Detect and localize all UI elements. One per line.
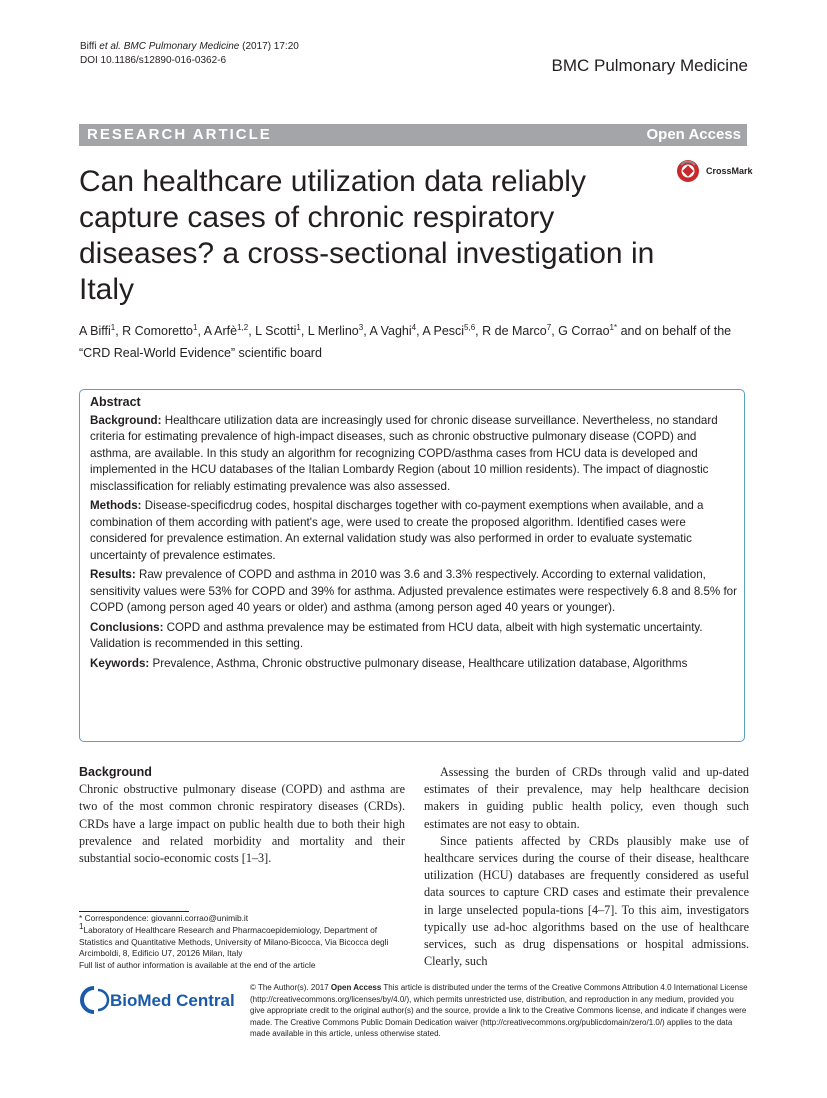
author-name: A Arfè [203, 324, 238, 338]
author-name: A Vaghi [369, 324, 412, 338]
abstract-box [79, 389, 745, 742]
author-list: A Biffi$^1$, R Comoretto$^1$, A Arfè$^{1,2}$, L Scotti$^1$, L Merlino$^3$, A Vaghi$^4$, A Pesci$^{5,6}$, R de Marco$^7$, G Corrao$^{1*}$ and on behalf of the “CRD Real-World Evidence” scientific board [79, 322, 732, 360]
citation-authors: Biffi [80, 41, 97, 52]
crossmark-label[interactable]: CrossMark [706, 166, 753, 176]
license-text [250, 982, 750, 1040]
abstract-section [90, 567, 740, 617]
author-name: A Pesci [422, 324, 465, 338]
license-open-access: Open Access [330, 983, 382, 992]
author-affiliation-sup: 4 [411, 322, 417, 332]
abstract-section-text: Healthcare utilization data are increasingly used for chronic disease surveillance. Nevertheless, no standard criteria for estimating prevalence of high-impact diseases, such as chronic obstructive pulmonary disease (COPD) and asthma, are available. In this study an algorithm for recognizing COPD/asthma cases from HCU data is developed and implemented in the HCU databases of the Italian Lombardy Region (about 10 million residents). The impact of diagnostic misclassification for reliably estimating prevalence was also assessed. [90, 413, 718, 493]
abstract-section-text: Disease-specificdrug codes, hospital discharges together with co-payment exemptions when available, and a combination of them according with patient's age, were used to create the proposed algorithm. Identified cases were considered for prevalence estimation. An external validation study was also performed in order to evaluate systematic uncertainty of prevalence estimates. [90, 499, 704, 562]
logo-text: BioMed Central [110, 991, 235, 1010]
abstract-section-text: Raw prevalence of COPD and asthma in 2010 was 3.6 and 3.3% respectively. According to external validation, sensitivity values were 53% for COPD and 39% for asthma. Adjusted prevalence estimates were respectively 6.8 and 8.5% for COPD (among person aged 40 years or older) and asthma (among person aged 40 years or younger). [90, 568, 737, 614]
footnote-divider [79, 911, 189, 912]
journal-name: BMC Pulmonary Medicine [551, 56, 748, 75]
abstract-section-label: Keywords: [90, 656, 150, 670]
background-heading: Background [79, 765, 152, 779]
biomed-central-logo [80, 985, 240, 1015]
affiliation: Laboratory of Healthcare Research and Pharmacoepidemiology, Department of Statistics and Quantitative Methods, University of Milano-Bicocca, Via Bicocca degli Arcimboldi, 8, Edificio U7, 20126 Milan, Italy [79, 924, 389, 959]
abstract-section [90, 656, 740, 673]
author-name: A Biffi [79, 324, 111, 338]
body-column-left [79, 764, 405, 867]
author-affiliation-sup: 1 [110, 322, 116, 332]
license-body: This article is distributed under the terms of the Creative Commons Attribution 4.0 International License (http://creativecommons.org/licenses/by/4.0/), which permits unrestricted use, distribution, and reproduction in any medium, provided you give appropriate credit to the original author(s) and the source, provide a link to the Creative Commons license, and indicate if changes were made. The Creative Commons Public Domain Dedication waiver (http://creativecommons.org/publicdomain/zero/1.0/) applies to the data made available in this article, unless otherwise stated. [250, 983, 748, 1039]
abstract-section-label: Background: [90, 413, 162, 427]
abstract-section-text: COPD and asthma prevalence may be estimated from HCU data, albeit with high systematic uncertainty. Validation is recommended in this setting. [90, 620, 703, 650]
author-name: G Corrao [558, 324, 610, 338]
citation-journal: et al. BMC Pulmonary Medicine [99, 41, 240, 52]
author-name: R de Marco [482, 324, 547, 338]
author-affiliation-sup: 1 [193, 322, 198, 332]
doi[interactable]: DOI 10.1186/s12890-016-0362-6 [80, 55, 227, 66]
affiliation-sup: 1 [79, 922, 84, 931]
abstract-section-text: Prevalence, Asthma, Chronic obstructive pulmonary disease, Healthcare utilization database, Algorithms [149, 656, 688, 670]
author-affiliation-sup: 7 [546, 322, 552, 332]
authors-suffix: and on behalf of the “CRD Real-World Evidence” scientific board [79, 324, 732, 360]
body-paragraph: Assessing the burden of CRDs through valid and up-dated estimates of their prevalence, may help healthcare decision makers in guiding public health policy, even though such estimates are not easy to obtain. [424, 765, 749, 831]
author-affiliation-sup: 3 [358, 322, 364, 332]
body-paragraph: Since patients affected by CRDs plausibly make use of healthcare services during the course of their disease, healthcare utilization (HCU) databases are frequently considered as useful data sources to capture CRD cases and estimate their prevalence in large unselected popula-tions [4–7]. To this aim, investigators typically use ad-hoc algorithms based on the use of healthcare services, such as drug dispensations or hospital admissions. Clearly, such [424, 833, 749, 969]
article-title: Can healthcare utilization data reliably capture cases of chronic respiratory diseases? a cross-sectional investigation in Italy [79, 165, 655, 306]
body-paragraph: Chronic obstructive pulmonary disease (COPD) and asthma are two of the most common chronic respiratory diseases (CRDs). CRDs have a large impact on public health due to both their high prevalence and related morbidity and mortality and their substantial socio-economic costs [1–3]. [79, 782, 405, 866]
body-column-right [424, 764, 749, 970]
author-name: L Scotti [255, 324, 297, 338]
footnotes [79, 913, 409, 972]
abstract-section [90, 620, 740, 653]
article-type-banner [79, 124, 747, 146]
open-access-label: Open Access [646, 126, 741, 143]
author-affiliation-sup: 1,2 [237, 322, 249, 332]
license-prefix: © The Author(s). 2017 [250, 983, 331, 992]
author-name: L Merlino [307, 324, 359, 338]
citation-year: (2017) 17:20 [239, 41, 299, 52]
abstract-section [90, 413, 740, 496]
full-author-info-note: Full list of author information is available at the end of the article [79, 960, 316, 971]
author-affiliation-sup: 5,6 [464, 322, 476, 332]
article-type-label: RESEARCH ARTICLE [87, 126, 272, 143]
abstract-section-label: Methods: [90, 499, 142, 512]
abstract-section-label: Conclusions: [90, 620, 164, 634]
author-affiliation-sup: 1* [609, 322, 618, 332]
author-name: R Comoretto [122, 324, 193, 338]
citation-header [80, 40, 299, 68]
abstract-section-label: Results: [90, 568, 136, 581]
abstract-heading: Abstract [90, 395, 141, 409]
correspondence: * Correspondence: giovanni.corrao@unimib.it [79, 913, 249, 923]
abstract-section [90, 498, 740, 564]
author-affiliation-sup: 1 [296, 322, 301, 332]
